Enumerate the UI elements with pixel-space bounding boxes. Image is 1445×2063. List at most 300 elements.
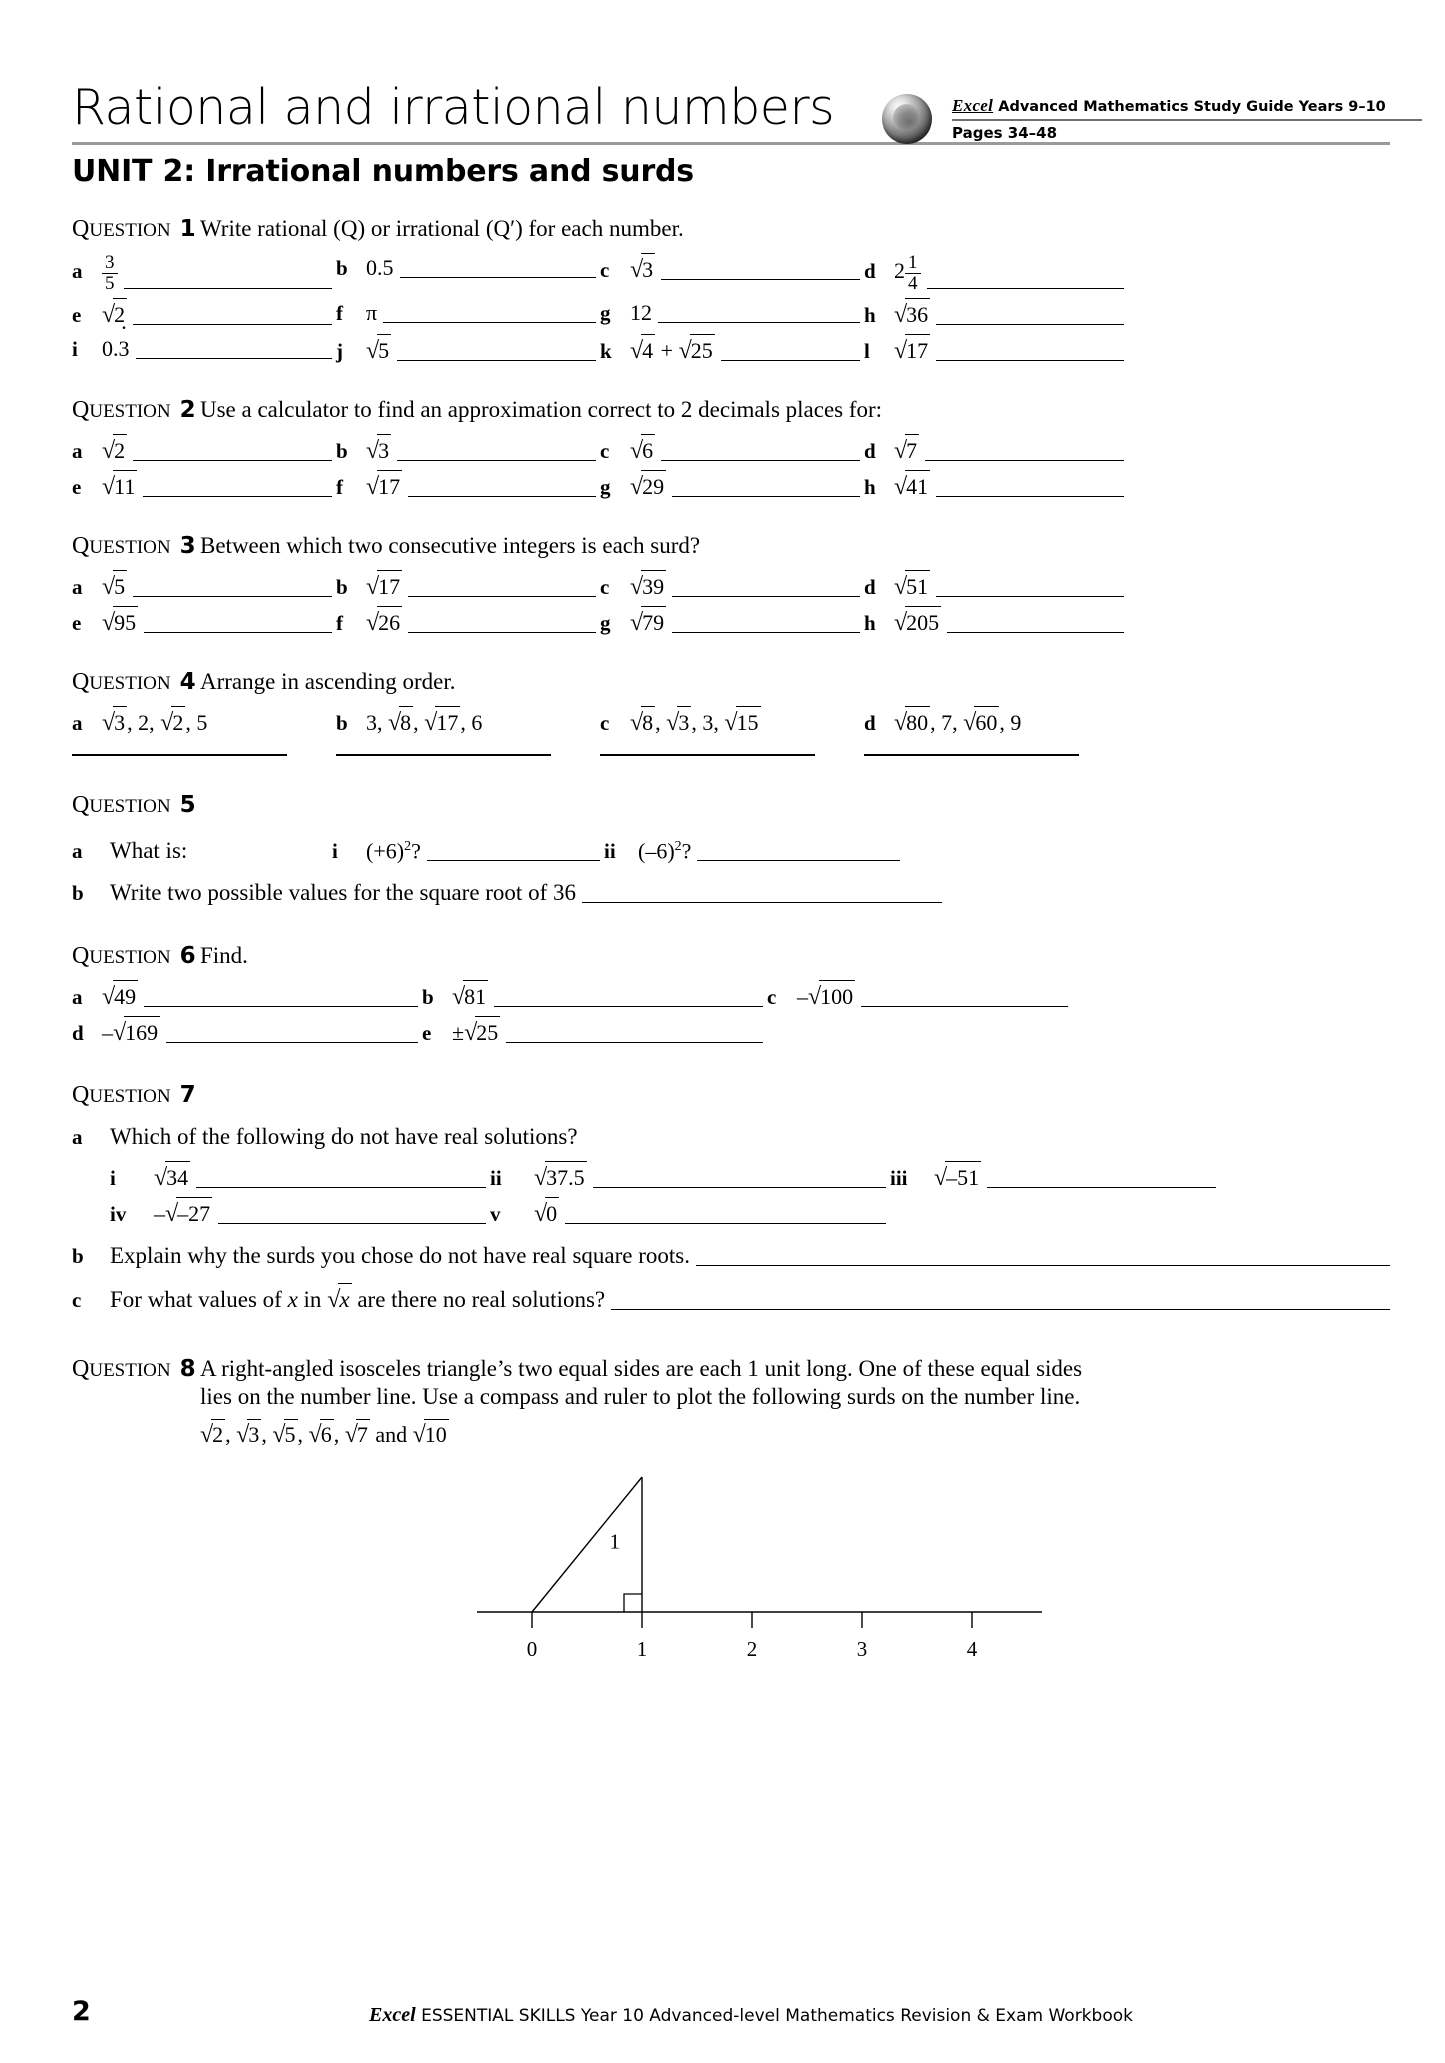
item-cell bbox=[864, 298, 1128, 330]
answer-blank[interactable] bbox=[400, 257, 597, 278]
answer-blank[interactable] bbox=[672, 576, 860, 597]
radical-expression bbox=[630, 706, 655, 738]
radicand: 36 bbox=[905, 298, 930, 330]
radical-expression bbox=[464, 1016, 500, 1048]
radicand: 41 bbox=[905, 470, 930, 502]
radical-sign: √ bbox=[165, 1200, 179, 1227]
radical-expression bbox=[366, 606, 402, 638]
question-word: QUESTION bbox=[72, 1081, 171, 1108]
triangle-diagram bbox=[72, 1457, 1390, 1657]
item-value bbox=[366, 434, 391, 466]
radicand: 26 bbox=[377, 606, 402, 638]
radical-expression bbox=[102, 470, 137, 502]
part-text: Write two possible values for the square root of 36 bbox=[110, 879, 576, 905]
item-label: b bbox=[422, 984, 434, 1009]
question-word: QUESTION bbox=[72, 942, 171, 969]
item-label: a bbox=[72, 984, 83, 1009]
radicand: 205 bbox=[905, 606, 941, 638]
radicand: 2 bbox=[113, 434, 127, 466]
radical-expression bbox=[630, 570, 666, 602]
item-label: b bbox=[336, 711, 348, 735]
radicand: 6 bbox=[641, 434, 655, 466]
item-value bbox=[102, 470, 137, 502]
item-label: a bbox=[72, 439, 83, 463]
item-label: d bbox=[72, 1020, 84, 1045]
item-row bbox=[72, 980, 1390, 1012]
axis-tick-label: 3 bbox=[856, 1636, 868, 1657]
part-text: Which of the following do not have real solutions? bbox=[110, 1123, 578, 1149]
item-value bbox=[534, 1197, 559, 1229]
item-cell bbox=[600, 570, 864, 602]
radical-expression bbox=[724, 706, 760, 738]
question5-part-b bbox=[72, 878, 1390, 908]
question-number: 7 bbox=[179, 1081, 196, 1108]
radical-expression bbox=[200, 1419, 225, 1449]
part-label: a bbox=[72, 838, 83, 863]
radicand: –27 bbox=[176, 1197, 212, 1229]
radicand: 80 bbox=[905, 706, 930, 738]
item-cell bbox=[864, 253, 1128, 294]
item-label: i bbox=[332, 838, 338, 863]
item-cell bbox=[72, 470, 336, 502]
radical-sign: √ bbox=[102, 474, 116, 500]
radicand: 95 bbox=[113, 606, 138, 638]
radicand: 5 bbox=[113, 570, 127, 602]
radicand: 17 bbox=[435, 706, 460, 738]
item-label: f bbox=[336, 475, 343, 499]
item-label: g bbox=[600, 301, 611, 325]
reference-line-1 bbox=[952, 96, 1422, 117]
item-cell bbox=[490, 1161, 890, 1193]
item-label: e bbox=[72, 475, 82, 499]
radical-sign: √ bbox=[534, 1200, 548, 1227]
item-cell bbox=[600, 706, 864, 738]
question-text: Between which two consecutive integers is each surd? bbox=[200, 533, 701, 558]
exponent: 2 bbox=[404, 838, 412, 854]
radical-expression bbox=[366, 470, 402, 502]
radicand: 3 bbox=[677, 706, 691, 738]
answer-blank[interactable] bbox=[936, 304, 1124, 325]
item-value bbox=[630, 253, 655, 285]
radical-sign: √ bbox=[630, 438, 644, 464]
answer-rule[interactable] bbox=[864, 754, 1079, 756]
item-value bbox=[102, 980, 138, 1012]
part-label: b bbox=[72, 1243, 84, 1268]
answer-blank[interactable] bbox=[124, 268, 333, 289]
item-value: √8, √3, 3, √15 bbox=[630, 706, 761, 738]
radicand: 0 bbox=[545, 1197, 559, 1229]
radical-expression bbox=[666, 706, 691, 738]
radical-expression bbox=[113, 1016, 160, 1048]
item-label: c bbox=[600, 258, 610, 282]
answer-blank[interactable] bbox=[397, 440, 596, 461]
question-header bbox=[72, 215, 1390, 244]
radical-expression bbox=[154, 1161, 190, 1193]
exponent: 2 bbox=[674, 838, 682, 854]
radical-expression bbox=[102, 570, 127, 602]
answer-blank[interactable] bbox=[936, 476, 1124, 497]
item-cell bbox=[72, 980, 422, 1012]
item-label: b bbox=[336, 439, 348, 463]
recurring-decimal: 0.. 3 bbox=[102, 336, 130, 361]
radical-sign: √ bbox=[464, 1019, 478, 1046]
item-cell bbox=[336, 570, 600, 602]
answer-blank[interactable] bbox=[133, 440, 332, 461]
answer-rule[interactable] bbox=[336, 754, 551, 756]
radical-expression bbox=[388, 706, 413, 738]
radicand: 81 bbox=[463, 980, 488, 1012]
part-label: b bbox=[72, 880, 84, 905]
answer-blank[interactable] bbox=[947, 612, 1124, 633]
answer-blank[interactable] bbox=[565, 1203, 886, 1224]
part-text: What is: bbox=[110, 837, 188, 863]
worksheet-content bbox=[72, 215, 1390, 1657]
radical-sign: √ bbox=[894, 710, 908, 736]
item-cell bbox=[864, 334, 1128, 366]
answer-blank[interactable] bbox=[927, 268, 1125, 289]
title-row bbox=[72, 78, 1390, 144]
radicand: 8 bbox=[399, 706, 413, 738]
fraction-numerator: 1 bbox=[908, 252, 918, 273]
answer-blank[interactable] bbox=[196, 1167, 486, 1188]
radical-expression bbox=[424, 706, 460, 738]
radical-sign: √ bbox=[200, 1421, 214, 1448]
question-word: QUESTION bbox=[72, 216, 171, 242]
answer-blank[interactable] bbox=[133, 576, 332, 597]
answer-blank[interactable] bbox=[397, 340, 596, 361]
radical-sign: √ bbox=[534, 1164, 548, 1191]
item-value bbox=[102, 253, 118, 294]
radicand: 10 bbox=[424, 1419, 449, 1449]
item-cell bbox=[864, 706, 1128, 738]
answer-blank[interactable] bbox=[144, 612, 332, 633]
radical-sign: √ bbox=[102, 710, 116, 736]
radical-expression bbox=[366, 334, 391, 366]
part-text: Explain why the surds you chose do not have real square roots. bbox=[110, 1242, 690, 1268]
answer-blank[interactable] bbox=[506, 1022, 763, 1043]
radical-expression bbox=[894, 470, 930, 502]
radicand: 29 bbox=[641, 470, 666, 502]
radical-expression bbox=[894, 706, 930, 738]
item-cell bbox=[336, 470, 600, 502]
axis-tick-label: 0 bbox=[526, 1636, 538, 1657]
fraction bbox=[102, 253, 118, 294]
reference-block bbox=[952, 96, 1422, 143]
radicand: 60 bbox=[974, 706, 999, 738]
item-label: h bbox=[864, 475, 876, 499]
item-row bbox=[72, 706, 1390, 738]
radicand: 8 bbox=[641, 706, 655, 738]
item-cell bbox=[336, 334, 600, 366]
answer-blank[interactable] bbox=[661, 440, 860, 461]
item-cell bbox=[72, 570, 336, 602]
worksheet-page bbox=[0, 78, 1445, 2063]
fraction-denominator: 4 bbox=[905, 273, 921, 294]
radical-expression bbox=[934, 1161, 981, 1193]
answer-rule[interactable] bbox=[600, 754, 815, 756]
reference-pages: Pages 34–48 bbox=[952, 124, 1058, 142]
radical-sign: √ bbox=[102, 438, 116, 464]
item-value bbox=[934, 1161, 981, 1193]
radical-expression bbox=[366, 570, 402, 602]
radicand: 7 bbox=[356, 1419, 370, 1449]
radicand: 15 bbox=[736, 706, 761, 738]
question-header bbox=[72, 668, 1390, 697]
radicand: 79 bbox=[641, 606, 666, 638]
item-label: a bbox=[72, 259, 83, 283]
footer-title: ESSENTIAL SKILLS Year 10 Advanced-level Mathematics Revision & Exam Workbook bbox=[421, 2006, 1133, 2026]
answer-blank[interactable] bbox=[593, 1167, 886, 1188]
item-value bbox=[366, 570, 402, 602]
radical-sign: √ bbox=[724, 710, 738, 736]
item-value bbox=[366, 334, 391, 366]
item-row bbox=[72, 470, 1390, 502]
answer-blank[interactable] bbox=[133, 304, 332, 325]
item-value bbox=[102, 334, 130, 364]
unit-title: UNIT 2: Irrational numbers and surds bbox=[72, 154, 694, 189]
radical-sign: √ bbox=[236, 1421, 250, 1448]
radical-expression bbox=[102, 606, 138, 638]
answer-blank[interactable] bbox=[144, 986, 418, 1007]
question8-line-1: A right-angled isosceles triangle’s two equal sides are each 1 unit long. One of these equal sides bbox=[200, 1355, 1083, 1381]
radical-sign: √ bbox=[102, 610, 116, 636]
item-label: c bbox=[767, 984, 777, 1009]
sphere-icon bbox=[882, 94, 932, 144]
item-label: d bbox=[864, 575, 876, 599]
question-word: QUESTION bbox=[72, 669, 171, 695]
item-cell bbox=[336, 298, 600, 328]
item-cell bbox=[600, 298, 864, 328]
radicand: 7 bbox=[905, 434, 919, 466]
radicand: 5 bbox=[284, 1419, 298, 1449]
question-label bbox=[72, 1356, 200, 1384]
radical-sign: √ bbox=[963, 710, 977, 736]
question-label bbox=[72, 397, 200, 425]
radicand: 34 bbox=[165, 1161, 190, 1193]
radical-sign: √ bbox=[808, 983, 822, 1010]
item-value bbox=[894, 298, 930, 330]
footer-text bbox=[72, 2004, 1390, 2027]
question-word: QUESTION bbox=[72, 397, 171, 423]
item-label: f bbox=[336, 611, 343, 635]
answer-blank[interactable] bbox=[661, 259, 860, 280]
radical-expression bbox=[345, 1419, 370, 1449]
answer-blank[interactable] bbox=[697, 840, 900, 861]
question-header bbox=[72, 942, 1390, 971]
answer-blank[interactable] bbox=[861, 986, 1068, 1007]
answer-blank[interactable] bbox=[611, 1287, 1390, 1310]
item-label: c bbox=[600, 575, 610, 599]
radical-expression bbox=[630, 434, 655, 466]
triangle-side-label: 1 bbox=[609, 1529, 620, 1554]
radical-sign: √ bbox=[366, 438, 380, 464]
question8-surd-list: √2, √3, √5, √6, √7 and √10 bbox=[200, 1419, 1390, 1449]
radical-sign: √ bbox=[102, 574, 116, 600]
item-value: –√–27 bbox=[154, 1197, 212, 1229]
radical-sign: √ bbox=[366, 338, 380, 364]
answer-blank[interactable] bbox=[582, 880, 942, 903]
answer-blank[interactable] bbox=[925, 440, 1124, 461]
item-value bbox=[894, 334, 930, 366]
question-header bbox=[72, 532, 1390, 561]
reference-divider bbox=[952, 119, 1422, 121]
footer-brand: Excel bbox=[369, 2004, 416, 2026]
variable-x: x bbox=[287, 1286, 298, 1312]
radical-expression bbox=[272, 1419, 297, 1449]
item-value bbox=[366, 606, 402, 638]
question-header bbox=[72, 1355, 1390, 1449]
page-number: 2 bbox=[72, 1996, 91, 2027]
item-value: $(-6)^2$? bbox=[638, 837, 692, 863]
reference-title: Advanced Mathematics Study Guide Years 9–10 bbox=[998, 99, 1386, 115]
radical-expression bbox=[534, 1161, 587, 1193]
item-cell bbox=[72, 606, 336, 638]
answer-blank[interactable] bbox=[721, 340, 860, 361]
item-cell bbox=[864, 470, 1128, 502]
answer-blank[interactable] bbox=[494, 986, 763, 1007]
question-label bbox=[72, 216, 200, 244]
answer-blank[interactable] bbox=[408, 576, 596, 597]
answer-blank[interactable] bbox=[218, 1203, 486, 1224]
radical-expression bbox=[452, 980, 488, 1012]
answer-blank[interactable] bbox=[166, 1022, 418, 1043]
answer-blank[interactable] bbox=[427, 840, 600, 861]
radical-expression bbox=[630, 470, 666, 502]
question-number: 8 bbox=[179, 1355, 196, 1382]
item-row bbox=[72, 606, 1390, 638]
item-label: l bbox=[864, 339, 870, 363]
answer-blank[interactable] bbox=[143, 476, 332, 497]
question7-part-a bbox=[72, 1122, 1390, 1152]
item-value bbox=[102, 570, 127, 602]
item-cell bbox=[110, 1161, 490, 1193]
item-value: 0.5 bbox=[366, 255, 394, 280]
item-cell bbox=[864, 570, 1128, 602]
radical-sign: √ bbox=[366, 474, 380, 500]
radical-expression bbox=[102, 980, 138, 1012]
answer-rule[interactable] bbox=[72, 754, 287, 756]
radical-sign: √ bbox=[366, 574, 380, 600]
item-label: c bbox=[600, 711, 610, 735]
item-cell bbox=[72, 253, 336, 294]
radicand: x bbox=[338, 1283, 351, 1315]
question-text: Use a calculator to find an approximation correct to 2 decimals places for: bbox=[200, 397, 883, 422]
question7-part-b bbox=[72, 1241, 1390, 1271]
item-label: d bbox=[864, 711, 876, 735]
page-title: Rational and irrational numbers bbox=[72, 79, 835, 136]
radicand: –51 bbox=[945, 1161, 981, 1193]
radical-sign: √ bbox=[424, 710, 438, 736]
item-value: √4 + √25 bbox=[630, 334, 715, 366]
item-cell bbox=[72, 706, 336, 738]
radical-expression bbox=[366, 434, 391, 466]
item-cell bbox=[600, 334, 864, 366]
axis-tick-label: 4 bbox=[966, 1636, 978, 1657]
triangle-hypotenuse bbox=[532, 1477, 642, 1612]
radical-sign: √ bbox=[308, 1421, 322, 1448]
radical-sign: √ bbox=[630, 338, 644, 364]
radical-expression bbox=[413, 1419, 449, 1449]
item-value bbox=[102, 434, 127, 466]
radicand: 2 bbox=[211, 1419, 225, 1449]
item-row bbox=[110, 1197, 1390, 1229]
radical-sign: √ bbox=[630, 257, 644, 283]
radical-expression bbox=[894, 298, 930, 330]
item-label: k bbox=[600, 339, 612, 363]
question-number: 3 bbox=[179, 533, 196, 559]
answer-blank[interactable] bbox=[672, 476, 860, 497]
item-cell bbox=[332, 832, 604, 866]
item-row bbox=[72, 253, 1390, 294]
right-angle-marker bbox=[624, 1594, 642, 1612]
radical-expression bbox=[534, 1197, 559, 1229]
radical-sign: √ bbox=[678, 338, 692, 364]
radicand: 4 bbox=[641, 334, 655, 366]
radicand: 100 bbox=[819, 980, 855, 1012]
radical-expression bbox=[165, 1197, 212, 1229]
item-label: c bbox=[600, 439, 610, 463]
answer-blank[interactable] bbox=[136, 338, 333, 359]
radicand: 2 bbox=[113, 298, 127, 330]
fraction-numerator: 3 bbox=[105, 252, 115, 273]
item-value bbox=[894, 253, 921, 294]
item-value bbox=[894, 606, 941, 638]
item-label: d bbox=[864, 259, 876, 283]
question-text bbox=[200, 1355, 1390, 1449]
radicand: 17 bbox=[905, 334, 930, 366]
question-text: Find. bbox=[200, 942, 248, 968]
radical-expression bbox=[630, 606, 666, 638]
item-label: e bbox=[72, 611, 82, 635]
item-cell bbox=[72, 334, 336, 364]
question-label bbox=[72, 1082, 200, 1110]
answer-blank[interactable] bbox=[987, 1167, 1216, 1188]
item-value bbox=[894, 470, 930, 502]
radicand: 3 bbox=[113, 706, 127, 738]
answer-rule-row bbox=[72, 754, 1390, 756]
answer-blank[interactable] bbox=[658, 302, 860, 323]
radical-sign: √ bbox=[630, 710, 644, 736]
answer-blank[interactable] bbox=[672, 612, 860, 633]
answer-blank[interactable] bbox=[383, 302, 596, 323]
question8-line-2: lies on the number line. Use a compass and ruler to plot the following surds on the number line. bbox=[200, 1383, 1081, 1409]
item-cell bbox=[72, 1016, 422, 1048]
answer-blank[interactable] bbox=[408, 612, 596, 633]
question-header bbox=[72, 1082, 1390, 1110]
item-value: –√169 bbox=[102, 1016, 160, 1048]
item-cell bbox=[600, 470, 864, 502]
part-label: c bbox=[72, 1287, 82, 1312]
answer-blank[interactable] bbox=[936, 340, 1124, 361]
answer-blank[interactable] bbox=[696, 1243, 1390, 1266]
radical-sign: √ bbox=[388, 710, 402, 736]
item-cell bbox=[767, 980, 1072, 1012]
question-header bbox=[72, 396, 1390, 425]
item-value bbox=[102, 606, 138, 638]
radical-sign: √ bbox=[894, 438, 908, 464]
question-label bbox=[72, 669, 200, 697]
item-row bbox=[72, 298, 1390, 330]
radical-expression bbox=[236, 1419, 261, 1449]
answer-blank[interactable] bbox=[936, 576, 1124, 597]
radical-expression bbox=[630, 334, 655, 366]
answer-blank[interactable] bbox=[408, 476, 596, 497]
radical-sign: √ bbox=[327, 1286, 341, 1313]
question-word: QUESTION bbox=[72, 1355, 171, 1382]
radical-sign: √ bbox=[452, 983, 466, 1010]
radical-expression bbox=[160, 706, 185, 738]
question-number: 5 bbox=[179, 791, 196, 818]
